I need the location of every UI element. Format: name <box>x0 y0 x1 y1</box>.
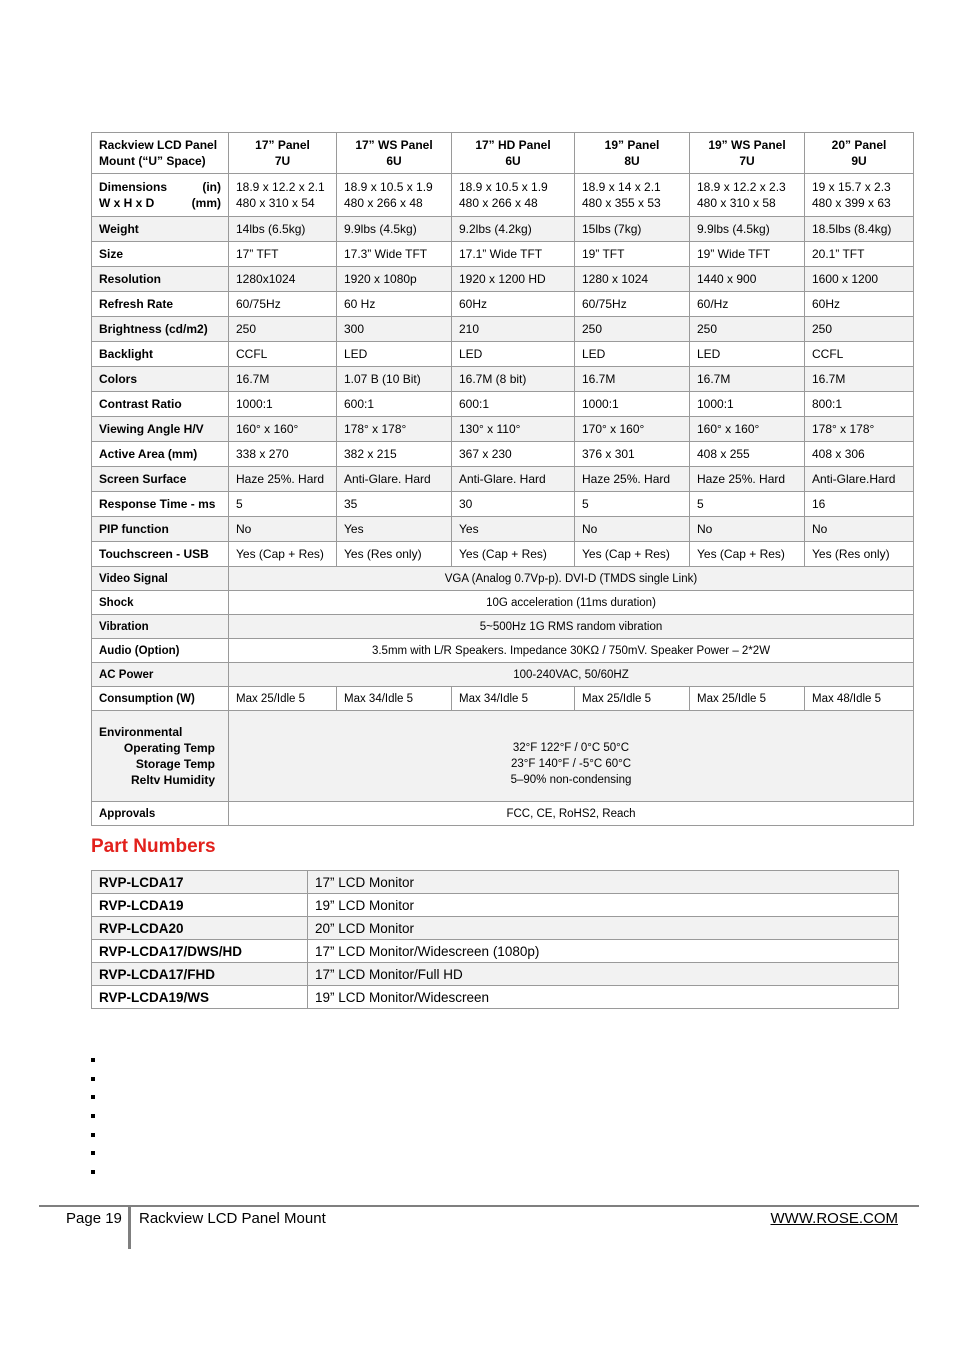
dim-mm: 480 x 310 x 54 <box>236 196 315 210</box>
part-number: RVP-LCDA19/WS <box>92 986 308 1009</box>
bullet-square-icon <box>91 1151 95 1155</box>
spec-cell: 5 <box>575 492 690 517</box>
spec-cell: 19” Wide TFT <box>690 242 805 267</box>
spec-row-label: Resolution <box>92 267 229 292</box>
spec-cell: Yes (Res only) <box>805 542 914 567</box>
spec-cell: 600:1 <box>452 392 575 417</box>
footer-rule <box>39 1205 919 1207</box>
spec-cell: 408 x 306 <box>805 442 914 467</box>
spec-span-cell: 10G acceleration (11ms duration) <box>229 591 914 615</box>
spec-span-cell: VGA (Analog 0.7Vp-p). DVI-D (TMDS single Link) <box>229 567 914 591</box>
spec-cell: 250 <box>690 317 805 342</box>
dim-mm: 480 x 399 x 63 <box>812 196 891 210</box>
spec-row-label: Response Time - ms <box>92 492 229 517</box>
spec-cell: 130° x 110° <box>452 417 575 442</box>
spec-cell: No <box>229 517 337 542</box>
spec-cell: Yes <box>337 517 452 542</box>
spec-cell: 160° x 160° <box>690 417 805 442</box>
spec-header-label <box>92 133 229 174</box>
col-header-1 <box>229 133 337 174</box>
spec-cell: 16 <box>805 492 914 517</box>
spec-cell: 250 <box>575 317 690 342</box>
bullet-square-icon <box>91 1114 95 1118</box>
spec-header-row <box>92 133 914 174</box>
spec-row-dimensions <box>92 174 914 217</box>
dim-in: 18.9 x 10.5 x 1.9 <box>344 180 433 194</box>
spec-row-label: Touchscreen - USB <box>92 542 229 567</box>
spec-cell: Yes (Cap + Res) <box>229 542 337 567</box>
spec-cell: CCFL <box>229 342 337 367</box>
spec-cell: Anti-Glare. Hard <box>337 467 452 492</box>
part-number-row <box>92 986 899 1009</box>
part-number-row <box>92 871 899 894</box>
bullet-square-icon <box>91 1058 95 1062</box>
spec-cell: 60 Hz <box>337 292 452 317</box>
spec-cell: 14lbs (6.5kg) <box>229 217 337 242</box>
bullet-item <box>91 1071 101 1090</box>
part-number: RVP-LCDA20 <box>92 917 308 940</box>
spec-cell: Yes (Res only) <box>337 542 452 567</box>
spec-row-label: Colors <box>92 367 229 392</box>
spec-cell: Yes (Cap + Res) <box>575 542 690 567</box>
spec-cell: 376 x 301 <box>575 442 690 467</box>
bullet-item <box>91 1052 101 1071</box>
spec-table <box>91 132 914 826</box>
spec-cell: 210 <box>452 317 575 342</box>
spec-cell: 1440 x 900 <box>690 267 805 292</box>
spec-header-label-line2: Mount (“U” Space) <box>99 154 206 168</box>
dim-mm: 480 x 266 x 48 <box>344 196 423 210</box>
spec-row-label: Audio (Option) <box>92 639 229 663</box>
dim-in: 18.9 x 12.2 x 2.3 <box>697 180 786 194</box>
col-header-u: 7U <box>274 154 291 168</box>
bullet-item <box>91 1089 101 1108</box>
spec-cell: 9.9lbs (4.5kg) <box>337 217 452 242</box>
spec-row-label: Consumption (W) <box>92 687 229 711</box>
spec-cell: LED <box>690 342 805 367</box>
spec-row-environmental <box>92 711 914 802</box>
spec-table-body <box>92 133 914 826</box>
dimensions-unit-in: (in) <box>202 180 221 194</box>
spec-cell: Max 25/Idle 5 <box>229 687 337 711</box>
spec-cell: 1.07 B (10 Bit) <box>337 367 452 392</box>
spec-row <box>92 267 914 292</box>
spec-cell: CCFL <box>805 342 914 367</box>
footer-title: Rackview LCD Panel Mount <box>139 1210 326 1227</box>
col-header-3 <box>452 133 575 174</box>
dim-in: 18.9 x 12.2 x 2.1 <box>236 180 325 194</box>
spec-row-label: Shock <box>92 591 229 615</box>
col-header-5 <box>690 133 805 174</box>
part-description: 19” LCD Monitor/Widescreen <box>308 986 899 1009</box>
dimensions-cell <box>805 174 914 217</box>
dimensions-cell <box>452 174 575 217</box>
col-header-2 <box>337 133 452 174</box>
spec-cell: 250 <box>805 317 914 342</box>
spec-row-consumption <box>92 687 914 711</box>
spec-cell: 16.7M <box>229 367 337 392</box>
spec-cell: 19” TFT <box>575 242 690 267</box>
spec-cell: Anti-Glare.Hard <box>805 467 914 492</box>
part-numbers-body <box>92 871 899 1009</box>
part-number-row <box>92 894 899 917</box>
spec-cell: 16.7M <box>805 367 914 392</box>
spec-cell: LED <box>575 342 690 367</box>
spec-cell: 600:1 <box>337 392 452 417</box>
spec-row <box>92 417 914 442</box>
col-header-4 <box>575 133 690 174</box>
spec-row <box>92 442 914 467</box>
spec-cell: Haze 25%. Hard <box>575 467 690 492</box>
dimensions-cell <box>337 174 452 217</box>
part-description: 17” LCD Monitor/Full HD <box>308 963 899 986</box>
spec-row-label: Approvals <box>92 802 229 826</box>
spec-cell: 60/Hz <box>690 292 805 317</box>
footer-divider <box>128 1207 131 1249</box>
spec-row <box>92 467 914 492</box>
col-header-name: 20” Panel <box>831 138 887 152</box>
dim-in: 18.9 x 10.5 x 1.9 <box>459 180 548 194</box>
dim-mm: 480 x 266 x 48 <box>459 196 538 210</box>
spec-cell: 9.9lbs (4.5kg) <box>690 217 805 242</box>
spec-cell: 250 <box>229 317 337 342</box>
bullet-item <box>91 1108 101 1127</box>
col-header-name: 17” HD Panel <box>475 138 551 152</box>
bullet-square-icon <box>91 1133 95 1137</box>
environmental-value: 32°F 122°F / 0°C 50°C <box>512 742 630 754</box>
spec-row-label: Active Area (mm) <box>92 442 229 467</box>
spec-cell: 60Hz <box>452 292 575 317</box>
spec-row-label: Contrast Ratio <box>92 392 229 417</box>
part-description: 17” LCD Monitor <box>308 871 899 894</box>
spec-header-label-line1: Rackview LCD Panel <box>99 138 218 152</box>
spec-cell: Yes (Cap + Res) <box>690 542 805 567</box>
spec-cell: LED <box>452 342 575 367</box>
spec-row-label: Brightness (cd/m2) <box>92 317 229 342</box>
bullet-item <box>91 1145 101 1164</box>
environmental-value: 23°F 140°F / -5°C 60°C <box>510 758 632 770</box>
spec-cell: 16.7M <box>575 367 690 392</box>
spec-cell: 18.5lbs (8.4kg) <box>805 217 914 242</box>
spec-row <box>92 367 914 392</box>
spec-cell: 9.2lbs (4.2kg) <box>452 217 575 242</box>
spec-cell: Max 48/Idle 5 <box>805 687 914 711</box>
spec-cell: No <box>575 517 690 542</box>
dimensions-unit-mm: (mm) <box>191 196 221 210</box>
spec-cell: 35 <box>337 492 452 517</box>
spec-cell: 60/75Hz <box>229 292 337 317</box>
spec-row-label: Weight <box>92 217 229 242</box>
spec-row <box>92 317 914 342</box>
spec-cell: Max 25/Idle 5 <box>690 687 805 711</box>
bullet-square-icon <box>91 1077 95 1081</box>
spec-row-label: Size <box>92 242 229 267</box>
col-header-6 <box>805 133 914 174</box>
dimensions-label-text: Dimensions <box>99 180 168 194</box>
spec-row <box>92 542 914 567</box>
spec-cell: 338 x 270 <box>229 442 337 467</box>
spec-cell: 60Hz <box>805 292 914 317</box>
spec-cell: 1920 x 1080p <box>337 267 452 292</box>
spec-cell: 15lbs (7kg) <box>575 217 690 242</box>
environmental-title: Environmental <box>99 725 183 739</box>
col-header-name: 17” WS Panel <box>355 138 433 152</box>
spec-cell: 408 x 255 <box>690 442 805 467</box>
dim-mm: 480 x 355 x 53 <box>582 196 661 210</box>
spec-cell: 1920 x 1200 HD <box>452 267 575 292</box>
dimensions-label <box>92 174 229 217</box>
part-number-row <box>92 917 899 940</box>
spec-cell: 60/75Hz <box>575 292 690 317</box>
spec-cell: 16.7M <box>690 367 805 392</box>
environmental-values <box>229 711 914 802</box>
spec-row-label: Vibration <box>92 615 229 639</box>
dim-in: 18.9 x 14 x 2.1 <box>582 180 661 194</box>
dim-in: 19 x 15.7 x 2.3 <box>812 180 891 194</box>
spec-row-label: Viewing Angle H/V <box>92 417 229 442</box>
footer-page-number: Page 19 <box>66 1210 122 1227</box>
environmental-sub-label: Storage Temp <box>135 757 215 771</box>
col-header-name: 17” Panel <box>255 138 310 152</box>
spec-span-cell: 100-240VAC, 50/60HZ <box>229 663 914 687</box>
col-header-u: 6U <box>505 154 521 168</box>
part-description: 20” LCD Monitor <box>308 917 899 940</box>
spec-cell: 1280 x 1024 <box>575 267 690 292</box>
spec-row <box>92 517 914 542</box>
spec-row <box>92 392 914 417</box>
environmental-sub-label: Operating Temp <box>123 741 215 755</box>
bullet-item <box>91 1164 101 1183</box>
col-header-u: 6U <box>386 154 402 168</box>
part-number: RVP-LCDA17 <box>92 871 308 894</box>
spec-span-cell: 3.5mm with L/R Speakers. Impedance 30KΩ / 750mV. Speaker Power – 2*2W <box>229 639 914 663</box>
spec-row <box>92 492 914 517</box>
spec-row <box>92 292 914 317</box>
spec-row-vibration <box>92 615 914 639</box>
spec-cell: Anti-Glare. Hard <box>452 467 575 492</box>
spec-cell: Haze 25%. Hard <box>229 467 337 492</box>
spec-row-video-signal <box>92 567 914 591</box>
footer-url-link[interactable]: WWW.ROSE.COM <box>770 1210 898 1227</box>
spec-cell: 16.7M (8 bit) <box>452 367 575 392</box>
spec-row <box>92 342 914 367</box>
spec-row-audio <box>92 639 914 663</box>
spec-cell: LED <box>337 342 452 367</box>
spec-row-label: Backlight <box>92 342 229 367</box>
dimensions-cell <box>575 174 690 217</box>
dimensions-axes-text: W x H x D <box>99 196 155 210</box>
spec-cell: Yes <box>452 517 575 542</box>
spec-cell: Haze 25%. Hard <box>690 467 805 492</box>
dimensions-cell <box>690 174 805 217</box>
spec-cell: 300 <box>337 317 452 342</box>
spec-cell: 1280x1024 <box>229 267 337 292</box>
col-header-u: 7U <box>739 154 755 168</box>
bullet-item <box>91 1127 101 1146</box>
spec-span-cell: 5~500Hz 1G RMS random vibration <box>229 615 914 639</box>
spec-cell: Max 25/Idle 5 <box>575 687 690 711</box>
spec-row-label: AC Power <box>92 663 229 687</box>
part-description: 19” LCD Monitor <box>308 894 899 917</box>
part-numbers-heading: Part Numbers <box>91 836 216 857</box>
part-description: 17” LCD Monitor/Widescreen (1080p) <box>308 940 899 963</box>
spec-row <box>92 217 914 242</box>
col-header-u: 9U <box>851 154 867 168</box>
spec-cell: 17.1” Wide TFT <box>452 242 575 267</box>
spec-row-shock <box>92 591 914 615</box>
part-number-row <box>92 940 899 963</box>
bullet-list <box>91 1052 101 1183</box>
spec-cell: 382 x 215 <box>337 442 452 467</box>
spec-cell: 1000:1 <box>690 392 805 417</box>
col-header-name: 19” WS Panel <box>708 138 786 152</box>
spec-cell: 1600 x 1200 <box>805 267 914 292</box>
spec-cell: 20.1” TFT <box>805 242 914 267</box>
part-number: RVP-LCDA17/FHD <box>92 963 308 986</box>
col-header-name: 19” Panel <box>604 138 660 152</box>
spec-row-label: Video Signal <box>92 567 229 591</box>
spec-cell: 17.3” Wide TFT <box>337 242 452 267</box>
environmental-sub-label: Reltv Humidity <box>130 773 215 787</box>
spec-cell: 5 <box>690 492 805 517</box>
bullet-square-icon <box>91 1095 95 1099</box>
spec-row-ac-power <box>92 663 914 687</box>
spec-cell: 160° x 160° <box>229 417 337 442</box>
dim-mm: 480 x 310 x 58 <box>697 196 776 210</box>
part-number: RVP-LCDA17/DWS/HD <box>92 940 308 963</box>
dimensions-cell <box>229 174 337 217</box>
spec-cell: 1000:1 <box>229 392 337 417</box>
spec-cell: No <box>805 517 914 542</box>
spec-row-approvals <box>92 802 914 826</box>
spec-cell: 367 x 230 <box>452 442 575 467</box>
spec-cell: 178° x 178° <box>337 417 452 442</box>
spec-span-cell: FCC, CE, RoHS2, Reach <box>229 802 914 826</box>
part-numbers-table <box>91 870 899 1009</box>
part-number: RVP-LCDA19 <box>92 894 308 917</box>
bullet-square-icon <box>91 1170 95 1174</box>
environmental-value: 5–90% non-condensing <box>510 774 632 786</box>
environmental-label <box>92 711 229 802</box>
spec-row-label: PIP function <box>92 517 229 542</box>
spec-cell: Max 34/Idle 5 <box>337 687 452 711</box>
spec-row <box>92 242 914 267</box>
spec-cell: 178° x 178° <box>805 417 914 442</box>
spec-row-label: Refresh Rate <box>92 292 229 317</box>
spec-cell: 5 <box>229 492 337 517</box>
spec-row-label: Screen Surface <box>92 467 229 492</box>
part-number-row <box>92 963 899 986</box>
spec-cell: 800:1 <box>805 392 914 417</box>
spec-cell: Yes (Cap + Res) <box>452 542 575 567</box>
spec-cell: 17” TFT <box>229 242 337 267</box>
spec-cell: 1000:1 <box>575 392 690 417</box>
spec-cell: 30 <box>452 492 575 517</box>
spec-cell: 170° x 160° <box>575 417 690 442</box>
spec-cell: No <box>690 517 805 542</box>
col-header-u: 8U <box>624 154 640 168</box>
spec-cell: Max 34/Idle 5 <box>452 687 575 711</box>
